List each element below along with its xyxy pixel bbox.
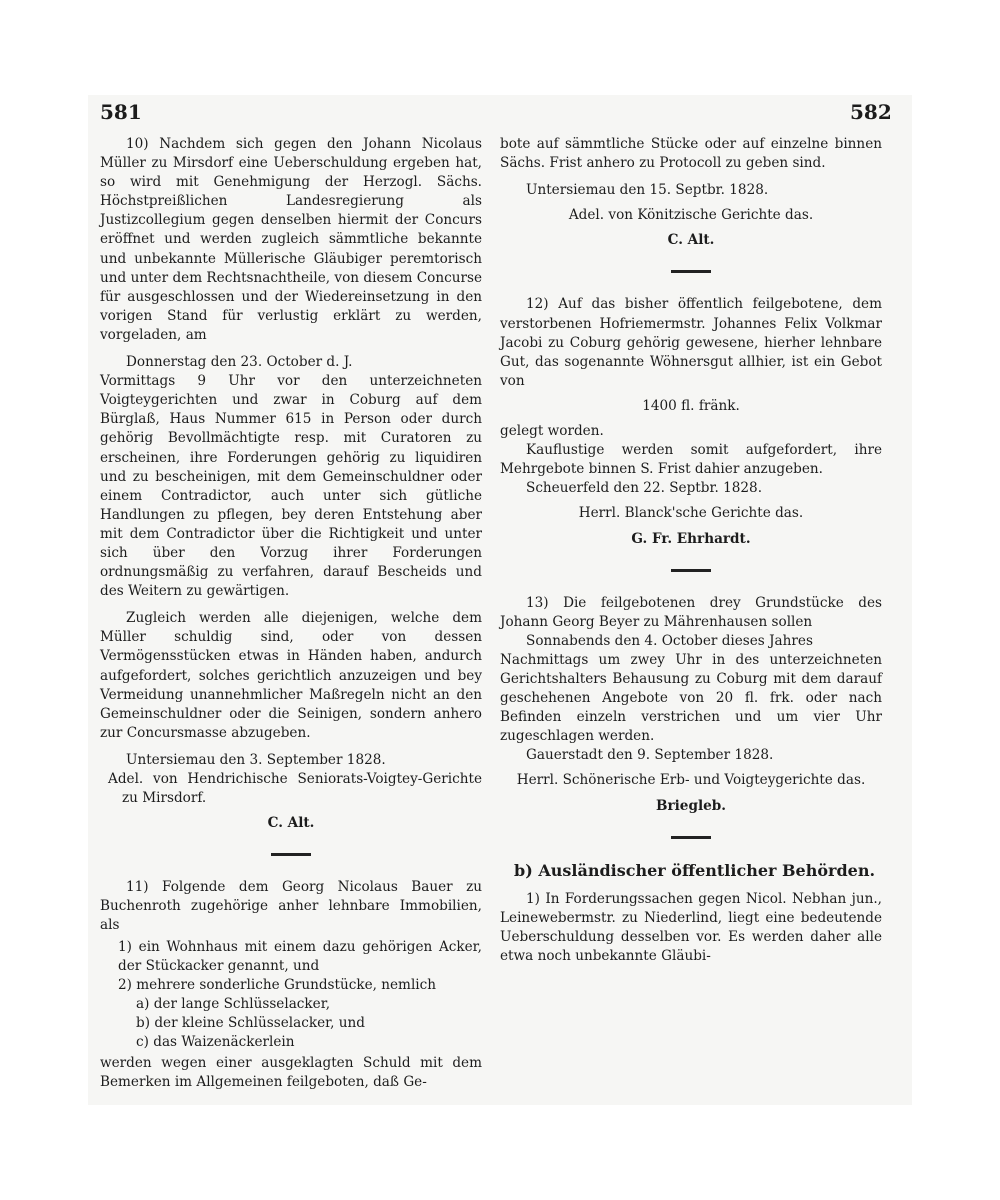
notice-12-after: gelegt worden.	[500, 423, 604, 440]
notice-13-date: Sonnabends den 4. October dieses Jahres	[526, 632, 813, 649]
notice-11-signature: C. Alt.	[667, 232, 715, 249]
notice-12-body: Kauflustige werden somit aufgefordert, ihre Mehrgebote binnen S. Frist dahier anzugeben.	[500, 442, 882, 478]
notice-10-place-date: Untersiemau den 3. September 1828.	[126, 751, 386, 768]
right-column	[500, 135, 882, 966]
notice-10-body2: Zugleich werden alle diejenigen, welche dem Müller schuldig sind, oder von dessen Vermögensstücken etwas in Händen haben, andurch aufgefordert, solches gerichtlich anzuzeigen und bey Vermeidung unannehmlicher Maßregeln nicht an den Gemeinschuldner oder die Seinigen, sondern anhero zur Concursmasse abzugeben.	[100, 610, 482, 741]
notice-10-body: Vormittags 9 Uhr vor den unterzeichneten Voigteygerichten und zwar in Coburg auf dem Bürglaß, Haus Nummer 615 in Person oder durch gehörig Bevollmächtigte resp. mit Curatoren zu erscheinen, ihre Forderungen gehörig zu liquidiren und zu bescheinigen, mit dem Gemeinschuldner oder einem Contradictor, auch unter sich gütliche Handlungen zu pflegen, bey deren Entstehung aber mit dem Contradictor über die Richtigkeit und unter sich über den Vorzug ihrer Forderungen ordnungsmäßig zu verfahren, darauf Bescheids und des Weitern zu gewärtigen.	[100, 373, 482, 600]
section-b-text: 1) In Forderungssachen gegen Nicol. Nebhan jun., Leinewebermstr. zu Niederlind, liegt eine bedeutende Ueberschuldung desselben vor. Es werden daher alle etwa noch unbekannte Gläubi-	[500, 890, 882, 964]
separator-rule	[271, 853, 311, 856]
notice-10-signature: C. Alt.	[267, 815, 315, 832]
separator-rule	[671, 569, 711, 572]
notice-11-intro: 11) Folgende dem Georg Nicolaus Bauer zu Buchenroth zugehörige anher lehnbare Immobilien, als	[100, 879, 482, 934]
notice-12-amount: 1400 fl. fränk.	[642, 397, 740, 414]
list-item: a) der lange Schlüsselacker,	[136, 995, 331, 1012]
list-item: 2) mehrere sonderliche Grundstücke, nemlich	[118, 976, 437, 993]
page-number-right: 582	[850, 100, 892, 124]
notice-10-authority: Adel. von Hendrichische Seniorats-Voigtey-Gerichte zu Mirsdorf.	[108, 771, 482, 807]
notice-12-authority: Herrl. Blanck'sche Gerichte das.	[578, 505, 804, 522]
notice-13-authority: Herrl. Schönerische Erb- und Voigteygerichte das.	[516, 772, 866, 789]
notice-10-date: Donnerstag den 23. October d. J.	[126, 354, 353, 371]
notice-13-body: Nachmittags um zwey Uhr in des unterzeichneten Gerichtshalters Behausung zu Coburg mit dem darauf geschehenen Angebote von 20 fl. frk. oder nach Befinden einzeln verstrichen und um vier Uhr zugeschlagen werden.	[500, 651, 882, 745]
separator-rule	[671, 836, 711, 839]
notice-11-list	[100, 938, 482, 1053]
notice-11-continuation: bote auf sämmtliche Stücke oder auf einzelne binnen Sächs. Frist anhero zu Protocoll zu geben sind.	[500, 136, 882, 172]
notice-13-signature: Briegleb.	[655, 797, 727, 814]
notice-11-authority: Adel. von Könitzische Gerichte das.	[568, 207, 814, 224]
notice-13-place-date: Gauerstadt den 9. September 1828.	[526, 747, 774, 764]
page-number-left: 581	[100, 100, 142, 124]
notice-11-tail: werden wegen einer ausgeklagten Schuld mit dem Bemerken im Allgemeinen feilgeboten, daß Ge-	[100, 1055, 482, 1091]
list-item: 1) ein Wohnhaus mit einem dazu gehörigen Acker, der Stückacker genannt, und	[118, 938, 482, 974]
notice-12-place-date: Scheuerfeld den 22. Septbr. 1828.	[526, 480, 763, 497]
notice-13-text: 13) Die feilgebotenen drey Grundstücke des Johann Georg Beyer zu Mährenhausen sollen	[500, 594, 882, 630]
notice-10-text: 10) Nachdem sich gegen den Johann Nicolaus Müller zu Mirsdorf eine Ueberschuldung ergeben hat, so wird mit Genehmigung der Herzogl. Sächs. Höchstpreißlichen Landesregierung als Justizcollegium gegen denselben hiermit der Concurs eröffnet und werden zugleich sämmtliche bekannte und unbekannte Müllerische Gläubiger peremtorisch und unter dem Rechtsnachtheile, von diesem Concurse für ausgeschlossen und der Wiedereinsetzung in den vorigen Stand für verlustig erklärt zu werden, vorgeladen, am	[100, 136, 482, 343]
left-column	[100, 135, 482, 1092]
notice-11-place-date: Untersiemau den 15. Septbr. 1828.	[526, 182, 769, 199]
notice-12-signature: G. Fr. Ehrhardt.	[631, 530, 751, 547]
section-b-heading: b) Ausländischer öffentlicher Behörden.	[514, 860, 876, 880]
list-item: b) der kleine Schlüsselacker, und	[136, 1014, 365, 1031]
separator-rule	[671, 270, 711, 273]
notice-12-text: 12) Auf das bisher öffentlich feilgebotene, dem verstorbenen Hofriemermstr. Johannes Felix Volkmar Jacobi zu Coburg gehörig gewesene, hierher lehnbare Gut, das sogenannte Wöhnersgut allhier, ist ein Gebot von	[500, 296, 882, 389]
list-item: c) das Waizenäckerlein	[136, 1034, 295, 1051]
